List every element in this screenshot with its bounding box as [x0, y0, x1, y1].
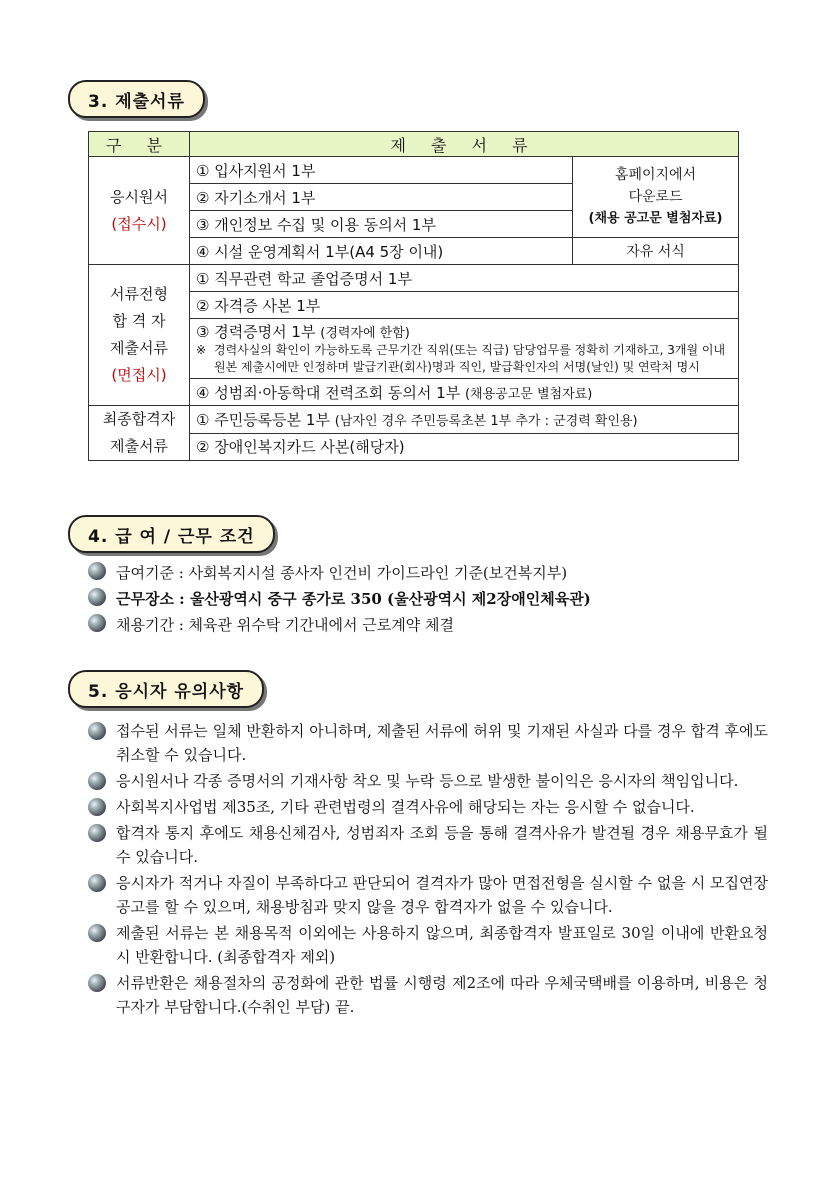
doc-item [190, 406, 739, 434]
list-item-text: 사회복지사업법 제35조, 기타 관련법령의 결격사유에 해당되는 자는 응시할 수 없습니다. [116, 798, 695, 816]
header-category: 구 분 [89, 132, 190, 157]
list-item [88, 821, 768, 869]
doc-item: ① 직무관련 학교 졸업증명서 1부 [190, 265, 739, 292]
bullet-icon [88, 614, 106, 632]
section3-title: 3. 제출서류 [68, 80, 205, 118]
doc-item-main: ③ 경력증명서 1부 [196, 323, 316, 341]
list-item-text: 응시자가 적거나 자질이 부족하다고 판단되어 결격자가 많아 면접전형을 실시할 수 없을 시 모집연장 공고를 할 수 있으며, 채용방침과 맞지 않을 경우 합격자가 없을 수 있습니다. [116, 874, 768, 916]
doc-item [190, 379, 739, 406]
header-documents: 제 출 서 류 [190, 132, 739, 157]
bullet-icon [88, 924, 106, 942]
bullet-icon [88, 824, 106, 842]
doc-item-note: (남자인 경우 주민등록초본 1부 추가 : 군경력 확인용) [334, 413, 638, 429]
conditions-list [88, 562, 591, 640]
category-label: 응시원서 [110, 187, 168, 206]
doc-item: ② 자격증 사본 1부 [190, 292, 739, 319]
list-item-text: 합격자 통지 후에도 채용신체검사, 성범죄자 조회 등을 통해 결격사유가 발견될 경우 채용무효가 될 수 있습니다. [116, 824, 768, 866]
list-item [88, 921, 768, 969]
doc-item: ② 자기소개서 1부 [190, 184, 573, 211]
list-item [88, 971, 768, 1019]
list-item [88, 795, 768, 819]
note-mark: ※ [196, 343, 207, 357]
list-item-text: 응시원서나 각종 증명서의 기재사항 착오 및 누락 등으로 발생한 불이익은 응시자의 책임입니다. [116, 772, 739, 790]
doc-item-note: (경력자에 한함) [320, 326, 410, 341]
list-item-text: 급여기준 : 사회복지시설 종사자 인건비 가이드라인 기준(보건복지부) [116, 564, 568, 582]
category-application [89, 157, 190, 265]
list-item-text: 접수된 서류는 일체 반환하지 아니하며, 제출된 서류에 허위 및 기재된 사실과 다를 경우 합격 후에도 취소할 수 있습니다. [116, 722, 768, 764]
list-item [88, 769, 768, 793]
doc-item-career [190, 319, 739, 379]
list-item [88, 562, 591, 588]
list-item [88, 871, 768, 919]
notices-list [88, 719, 768, 1021]
list-item-text: 서류반환은 채용절차의 공정화에 관한 법률 시행령 제2조에 따라 우체국택배를 이용하며, 비용은 청구자가 부담합니다.(수취인 부담) 끝. [116, 974, 768, 1016]
category-label: 제출서류 [110, 339, 168, 357]
doc-item: ④ 시설 운영계획서 1부(A4 5장 이내) [190, 238, 573, 265]
list-item-text: 채용기간 : 체육관 위수탁 기간내에서 근로계약 체결 [116, 616, 454, 634]
list-item [88, 614, 591, 640]
career-note-text: 경력사실의 확인이 가능하도록 근무기간 직위(또는 직급) 담당업무를 정확히 기재하고, 3개월 이내 원본 제출시에만 인정하며 발급기관(회사)명과 직인, 발급확인자의 서명(날인) 및 연락처 명시 [214, 343, 726, 374]
bullet-icon [88, 974, 106, 992]
bullet-icon [88, 722, 106, 740]
bullet-icon [88, 874, 106, 892]
bullet-icon [88, 798, 106, 816]
list-item-text: 근무장소 : 울산광역시 중구 종가로 350 (울산광역시 제2장애인체육관) [116, 590, 591, 608]
free-format-note: 자유 서식 [573, 238, 739, 265]
doc-item-main: ④ 성범죄·아동학대 전력조회 동의서 1부 [196, 383, 461, 402]
bullet-icon [88, 588, 106, 606]
category-label: 합 격 자 [112, 312, 166, 330]
documents-table [88, 131, 739, 461]
download-line3: (채용 공고문 별첨자료) [588, 211, 723, 226]
list-item [88, 719, 768, 767]
category-final [89, 406, 190, 461]
bullet-icon [88, 562, 106, 580]
category-label: 제출서류 [110, 437, 168, 455]
doc-item: ① 입사지원서 1부 [190, 157, 573, 184]
doc-item-note: (채용공고문 별첨자료) [464, 386, 593, 402]
category-sublabel: (면접시) [111, 366, 167, 384]
doc-item-main: ① 주민등록등본 1부 [196, 410, 330, 429]
download-line2: 다운로드 [628, 189, 683, 205]
section4-title: 4. 급 여 / 근무 조건 [68, 515, 275, 553]
list-item [88, 588, 591, 614]
category-label: 서류전형 [110, 285, 168, 303]
category-sublabel: (접수시) [111, 214, 167, 233]
bullet-icon [88, 772, 106, 790]
section5-title: 5. 응시자 유의사항 [68, 670, 264, 708]
download-note [573, 157, 739, 238]
download-line1: 홈페이지에서 [614, 167, 697, 183]
list-item-text: 제출된 서류는 본 채용목적 이외에는 사용하지 않으며, 최종합격자 발표일로 30일 이내에 반환요청 시 반환합니다. (최종합격자 제외) [116, 924, 768, 966]
category-label: 최종합격자 [102, 410, 176, 428]
doc-item: ② 장애인복지카드 사본(해당자) [190, 433, 739, 461]
doc-item: ③ 개인정보 수집 및 이용 동의서 1부 [190, 211, 573, 238]
category-interview [89, 265, 190, 406]
